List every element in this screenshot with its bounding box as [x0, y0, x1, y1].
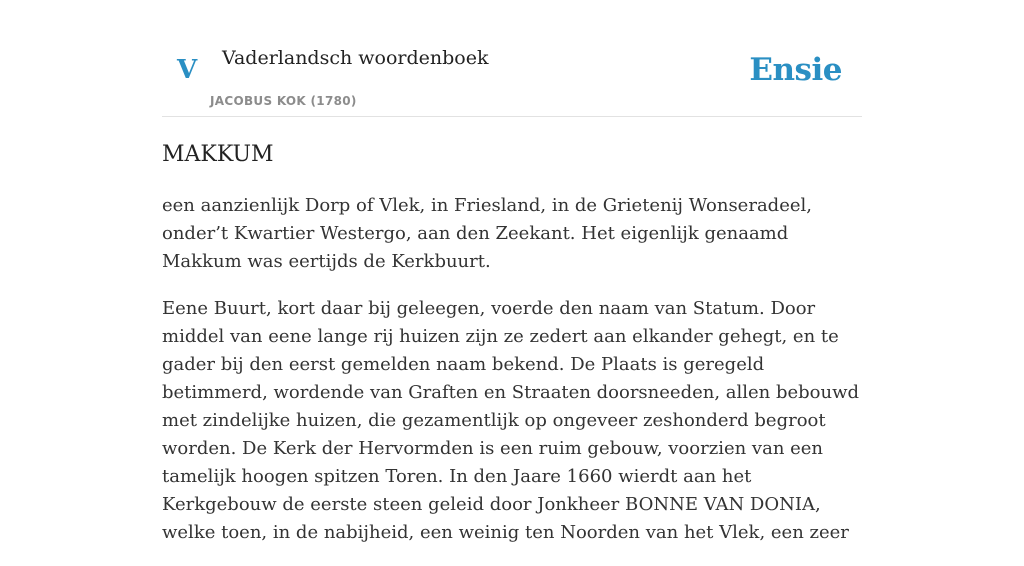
- entry-paragraph: een aanzienlijk Dorp of Vlek, in Friesland, in de Grietenij Wonseradeel, onder’t Kwartier Westergo, aan den Zeekant. Het eigenlijk genaamd Makkum was eertijds de Kerkbuurt.: [162, 195, 812, 272]
- entry-body: [162, 192, 862, 566]
- entry-title: MAKKUM: [162, 142, 274, 167]
- dictionary-header: [162, 0, 862, 117]
- book-author: JACOBUS KOK (1780): [210, 94, 357, 108]
- ensie-logo[interactable]: Ensie: [749, 52, 842, 88]
- book-title-link[interactable]: Vaderlandsch woordenboek: [222, 47, 489, 69]
- letter-index-link[interactable]: V: [177, 55, 198, 85]
- entry-paragraph: Eene Buurt, kort daar bij geleegen, voerde den naam van Statum. Door middel van eene lange rij huizen zijn ze zedert aan elkander gehegt, en te gader bij den eerst gemelden naam bekend. De Plaats is geregeld betimmerd, wordende van Graften en Straaten doorsneeden, allen bebouwd met zindelijke huizen, die gezamentlijk op ongeveer zeshonderd begroot worden. De Kerk der Hervormden is een ruim gebouw, voorzien van een tamelijk hoogen spitzen Toren. In den Jaare 1660 wierdt aan het Kerkgebouw de eerste steen geleid door Jonkheer BONNE VAN DONIA, welke toen, in de nabijheid, een weinig ten Noorden van het Vlek, een zeer: [162, 298, 860, 543]
